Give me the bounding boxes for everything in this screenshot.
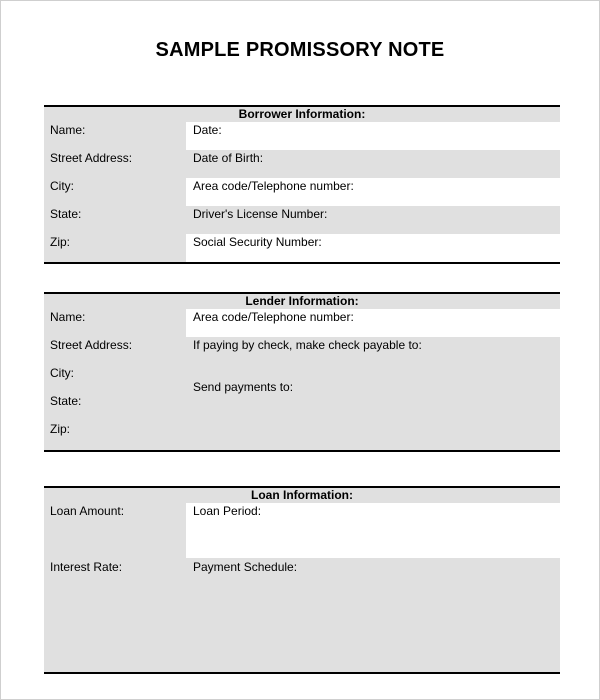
lender-phone-label: Area code/Telephone number: <box>193 310 354 324</box>
loan-interest-label: Interest Rate: <box>50 560 123 574</box>
lender-header: Lender Information: <box>44 294 560 308</box>
lender-city-label: City: <box>50 366 74 380</box>
lender-name-label: Name: <box>50 310 86 324</box>
borrower-ssn-label: Social Security Number: <box>193 235 322 249</box>
borrower-header: Borrower Information: <box>44 107 560 121</box>
loan-header: Loan Information: <box>44 488 560 502</box>
lender-street-label: Street Address: <box>50 338 133 352</box>
loan-payment-schedule-label: Payment Schedule: <box>193 560 298 574</box>
borrower-city-label: City: <box>50 179 74 193</box>
borrower-street-label: Street Address: <box>50 151 133 165</box>
borrower-zip-label: Zip: <box>50 235 71 249</box>
lender-check-payable-label: If paying by check, make check payable to: <box>193 338 422 352</box>
borrower-dob-label: Date of Birth: <box>193 151 264 165</box>
borrower-state-label: State: <box>50 207 82 221</box>
borrower-name-label: Name: <box>50 123 86 137</box>
borrower-section <box>44 105 560 264</box>
loan-period-label: Loan Period: <box>193 504 262 518</box>
borrower-phone-label: Area code/Telephone number: <box>193 179 354 193</box>
lender-state-label: State: <box>50 394 82 408</box>
lender-section <box>44 292 560 452</box>
loan-section <box>44 486 560 674</box>
lender-send-payments-label: Send payments to: <box>193 380 294 394</box>
borrower-license-label: Driver's License Number: <box>193 207 328 221</box>
borrower-row-date-bg <box>186 122 560 150</box>
page-title: SAMPLE PROMISSORY NOTE <box>155 39 445 61</box>
loan-amount-label: Loan Amount: <box>50 504 125 518</box>
lender-zip-label: Zip: <box>50 422 71 436</box>
borrower-date-label: Date: <box>193 123 222 137</box>
